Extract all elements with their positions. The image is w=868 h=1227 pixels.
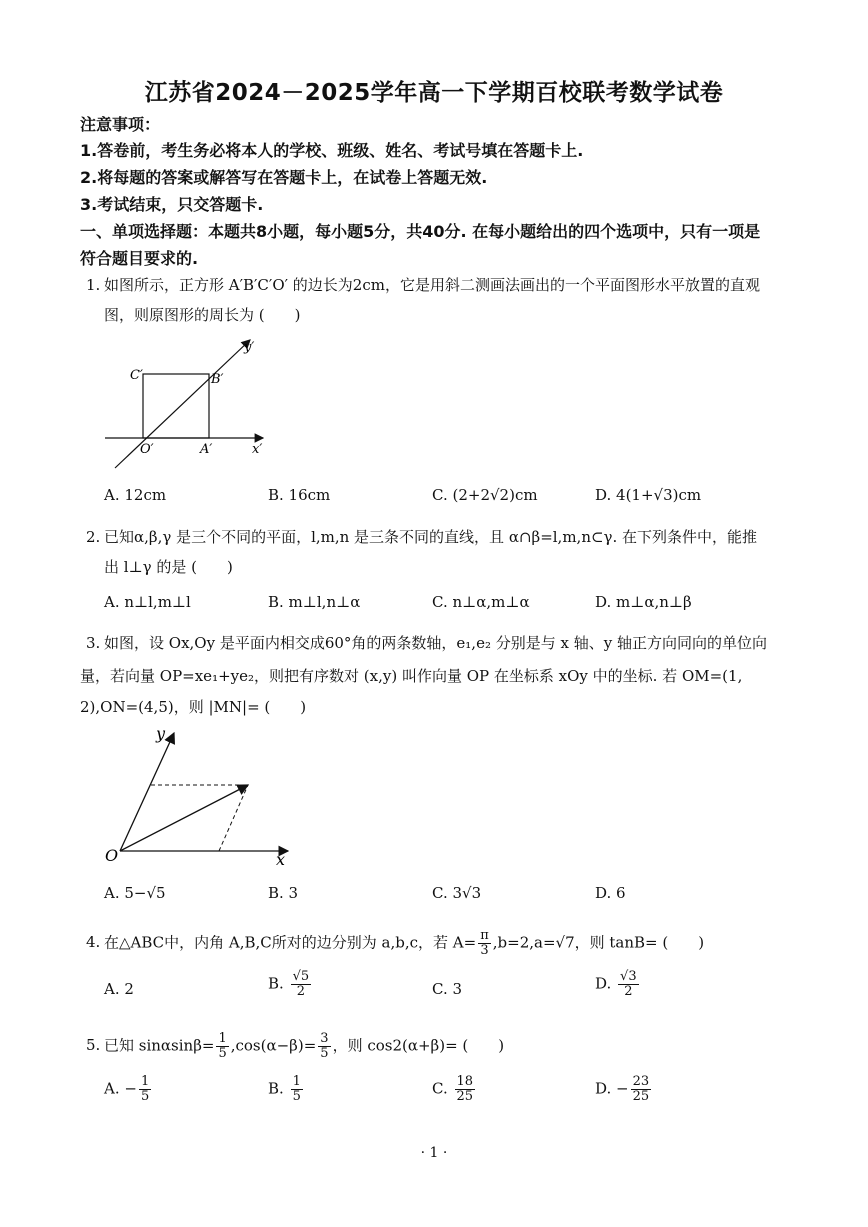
q4-text-a: 在△ABC中，内角 A,B,C所对的边分别为 a,b,c，若 A= — [104, 933, 477, 952]
q5-option-c[interactable] — [432, 1075, 477, 1104]
q5-option-b-den: 5 — [292, 1089, 301, 1104]
q3-vector-op — [120, 785, 248, 851]
page-number: · 1 · — [420, 1145, 448, 1161]
q3-text-line3: 2),ON=(4,5)，则 |MN|= ( ) — [80, 698, 307, 716]
q1-label-y: y′ — [244, 340, 255, 355]
q1-y-axis — [115, 340, 250, 468]
q5-text-a: 已知 sinαsinβ= — [104, 1036, 215, 1055]
q4-option-c[interactable]: C. 3 — [432, 980, 463, 998]
q5-option-d-label: D. − — [595, 1079, 629, 1098]
q4-option-d-den: 2 — [624, 984, 633, 999]
q5-option-c-fraction — [455, 1075, 476, 1104]
q5-option-d-fraction — [631, 1075, 652, 1104]
q4-option-b-num: √5 — [292, 969, 310, 984]
q1-option-a[interactable]: A. 12cm — [104, 486, 167, 504]
q4-option-d[interactable] — [595, 970, 641, 999]
q4-option-b-label: B. — [268, 974, 284, 993]
q1-label-x: x′ — [252, 442, 263, 457]
q1-label-b: B′ — [211, 372, 224, 387]
q3-text-line2: 量，若向量 OP=xe₁+ye₂，则把有序数对 (x,y) 叫作向量 OP 在坐标系 xOy 中的坐标. 若 OM=(1, — [80, 667, 743, 685]
q1-number: 1. — [86, 276, 101, 294]
q4-option-d-num: √3 — [620, 969, 637, 984]
q2-text-line1: 已知α,β,γ 是三个不同的平面，l,m,n 是三条不同的直线，且 α∩β=l,m,n⊂γ. 在下列条件中，能推 — [104, 528, 758, 546]
q3-y-axis — [120, 733, 174, 851]
q5-number: 5. — [86, 1036, 101, 1054]
q4-frac-den: 3 — [480, 943, 489, 958]
q1-label-c: C′ — [130, 368, 143, 383]
q3-dashed-slanted — [219, 785, 248, 851]
q5-f1-den: 5 — [218, 1046, 227, 1061]
q5-option-a-label: A. − — [104, 1079, 137, 1098]
q5-fraction-2 — [318, 1032, 330, 1061]
q5-option-d-num: 23 — [632, 1074, 650, 1089]
q1-option-b[interactable]: B. 16cm — [268, 486, 331, 504]
q4-option-b-fraction — [291, 970, 312, 999]
q2-option-d[interactable]: D. m⊥α,n⊥β — [595, 593, 692, 611]
q4-fraction — [478, 929, 491, 958]
q3-option-b[interactable]: B. 3 — [268, 884, 299, 902]
q3-text-line1: 如图，设 Ox,Oy 是平面内相交成60°角的两条数轴，e₁,e₂ 分别是与 x 轴、y 轴正方向同向的单位向 — [104, 634, 767, 652]
q4-number: 4. — [86, 933, 101, 951]
q3-label-y: y — [156, 725, 166, 743]
q4-option-d-label: D. — [595, 974, 612, 993]
q5-fraction-1 — [216, 1032, 228, 1061]
q5-option-b-fraction — [291, 1075, 303, 1104]
q3-label-o: O — [105, 846, 119, 865]
notice-item-2: 2.将每题的答案或解答写在答题卡上，在试卷上答题无效. — [80, 168, 488, 187]
q4-frac-num: π — [480, 928, 489, 943]
q1-option-c[interactable]: C. (2+2√2)cm — [432, 486, 538, 504]
q5-option-c-num: 18 — [456, 1074, 474, 1089]
q4-option-b[interactable] — [268, 970, 313, 999]
q5-f1-num: 1 — [218, 1031, 227, 1046]
section-heading-line1: 一、单项选择题：本题共8小题，每小题5分，共40分. 在每小题给出的四个选项中，只有一项是 — [80, 222, 761, 241]
q5-f2-num: 3 — [320, 1031, 329, 1046]
q5-option-a[interactable] — [104, 1075, 153, 1104]
q3-label-x: x — [276, 850, 286, 869]
q5-option-d[interactable] — [595, 1075, 653, 1104]
q5-option-d-den: 25 — [632, 1089, 650, 1104]
q5-option-c-label: C. — [432, 1079, 448, 1098]
q5-text — [104, 1032, 504, 1061]
q5-option-b-num: 1 — [292, 1074, 301, 1089]
q3-option-a[interactable]: A. 5−√5 — [104, 884, 166, 902]
q4-option-d-fraction — [618, 970, 639, 999]
q1-text-line2: 图，则原图形的周长为 ( ) — [104, 306, 301, 324]
q5-text-c: ，则 cos2(α+β)= ( ) — [332, 1036, 505, 1055]
notice-heading: 注意事项： — [80, 115, 161, 134]
notice-item-3: 3.考试结束，只交答题卡. — [80, 195, 264, 214]
q5-option-c-den: 25 — [456, 1089, 474, 1104]
q4-option-a[interactable]: A. 2 — [104, 980, 134, 998]
q1-figure — [100, 335, 280, 475]
q4-option-b-den: 2 — [296, 984, 305, 999]
section-heading-line2: 符合题目要求的. — [80, 249, 199, 268]
q1-label-a: A′ — [200, 442, 213, 457]
q5-f2-den: 5 — [320, 1046, 329, 1061]
q5-option-b-label: B. — [268, 1079, 284, 1098]
q3-option-c[interactable]: C. 3√3 — [432, 884, 482, 902]
q3-option-d[interactable]: D. 6 — [595, 884, 626, 902]
q5-option-a-fraction — [139, 1075, 151, 1104]
q1-text-line1: 如图所示，正方形 A′B′C′O′ 的边长为2cm，它是用斜二测画法画出的一个平面图形水平放置的直观 — [104, 276, 760, 294]
q4-text-b: ,b=2,a=√7，则 tanB= ( ) — [492, 933, 705, 952]
q5-option-a-den: 5 — [140, 1089, 150, 1104]
page-title: 江苏省2024－2025学年高一下学期百校联考数学试卷 — [144, 80, 724, 106]
q2-text-line2: 出 l⊥γ 的是 ( ) — [104, 558, 233, 576]
q2-option-b[interactable]: B. m⊥l,n⊥α — [268, 593, 361, 611]
q2-option-c[interactable]: C. n⊥α,m⊥α — [432, 593, 530, 611]
q3-number: 3. — [86, 634, 101, 652]
q1-option-d[interactable]: D. 4(1+√3)cm — [595, 486, 702, 504]
notice-item-1: 1.答卷前，考生务必将本人的学校、班级、姓名、考试号填在答题卡上. — [80, 141, 584, 160]
q3-figure — [100, 725, 300, 870]
q1-square — [143, 374, 209, 438]
q5-option-b[interactable] — [268, 1075, 305, 1104]
q5-text-b: ,cos(α−β)= — [230, 1036, 317, 1055]
q4-text — [104, 929, 704, 958]
q2-number: 2. — [86, 528, 101, 546]
q1-label-o: O′ — [140, 442, 154, 457]
q2-option-a[interactable]: A. n⊥l,m⊥l — [104, 593, 191, 611]
q5-option-a-num: 1 — [140, 1074, 150, 1089]
